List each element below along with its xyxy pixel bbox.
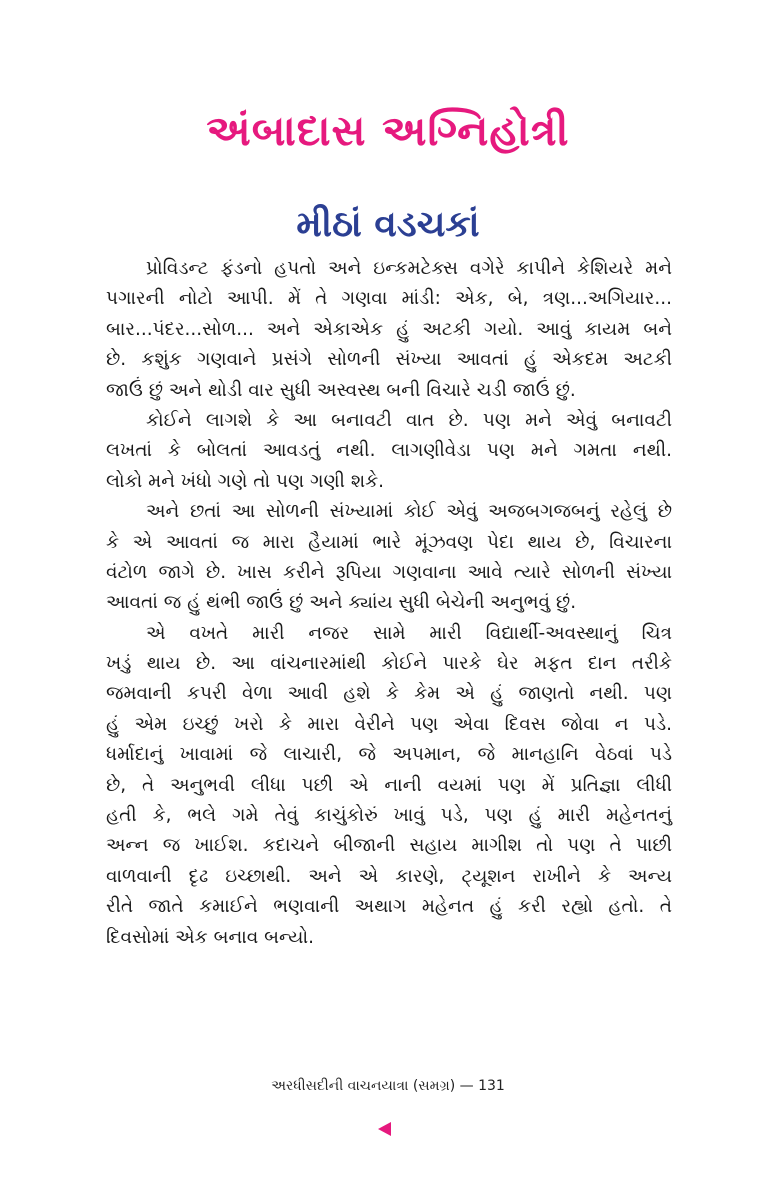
text-line: ખડું થાય છે. આ વાંચનારમાંથી કોઈને પારકે ઘેર મફત દાન તરીકે [106,653,672,675]
text-line: પ્રોવિડન્ટ ફંડનો હપતો અને ઇન્કમટેક્સ વગેરે કાપીને કેશિયરે મને [146,258,672,279]
author-name: અંબાદાસ અગ્નિહોત્રી [206,106,570,155]
paragraph-4 [106,619,672,953]
text-line: હું એમ ઇચ્છું ખરો કે મારા વેરીને પણ એવા દિવસ જોવા ન પડે. [106,713,672,735]
text-line: રીતે જાતે કમાઈને ભણવાની અથાગ મહેનત હું કરી રહ્યો હતો. તે [106,896,672,918]
text-line: છે. કશુંક ગણવાને પ્રસંગે સોળની સંખ્યા આવતાં હું એકદમ અટકી [106,349,672,371]
text-line: કોઈને લાગશે કે આ બનાવટી વાત છે. પણ મને એવું બનાવટી [146,409,672,431]
text-line: છે, તે અનુભવી લીધા પછી એ નાની વયમાં પણ મેં પ્રતિજ્ઞા લીધી [106,774,672,796]
text-line: ધર્માદાનું ખાવામાં જે લાચારી, જે અપમાન, જે માનહાનિ વેઠવાં પડે [106,744,672,766]
text-line: કે એ આવતાં જ મારા હૈયામાં ભારે મૂંઝવણ પેદા થાય છે, વિચારના [106,531,672,553]
text-line: દિવસોમાં એક બનાવ બન્યો. [106,926,314,948]
text-line: જાઉં છું અને થોડી વાર સુધી અસ્વસ્થ બની વિચારે ચડી જાઉં છું. [106,379,576,401]
paragraph-2 [106,406,672,497]
text-line: અન્ન જ ખાઈશ. કદાચને બીજાની સહાય માગીશ તો પણ તે પાછી [106,835,672,857]
text-line: આવતાં જ હું થંભી જાઉં છું અને ક્યાંય સુધી બેચેની અનુભવું છું. [106,592,577,614]
page-footer: અરધીસદીની વાચનયાત્રા (સમગ્ર) — 131 [271,1078,505,1094]
article-body [106,254,672,953]
paragraph-1 [106,254,672,406]
paragraph-3 [106,497,672,619]
text-line: હતી કે, ભલે ગમે તેવું કાચુંકોરું ખાવું પડે, પણ હું મારી મહેનતનું [106,805,672,827]
text-line: લખતાં કે બોલતાં આવડતું નથી. લાગણીવેડા પણ મને ગમતા નથી. [106,440,672,462]
triangle-left-icon[interactable] [378,1122,391,1136]
text-line: વંટોળ જાગે છે. ખાસ કરીને રૂપિયા ગણવાના આવે ત્યારે સોળની સંખ્યા [106,561,672,583]
text-line: બાર...પંદર...સોળ... અને એકાએક હું અટકી ગયો. આવું કાયમ બને [106,318,672,340]
text-line: વાળવાની દૃઢ ઇચ્છાથી. અને એ કારણે, ટ્યૂશન રાખીને કે અન્ય [106,865,672,887]
text-line: અને છતાં આ સોળની સંખ્યામાં કોઈ એવું અજબગજબનું રહેલું છે [146,501,672,523]
text-line: એ વખતે મારી નજર સામે મારી વિદ્યાર્થી-અવસ્થાનું ચિત્ર [146,622,672,644]
text-line: પગારની નોટો આપી. મેં તે ગણવા માંડી: એક, બે, ત્રણ...અગિયાર... [106,288,672,310]
text-line: લોકો મને ખંધો ગણે તો પણ ગણી શકે. [106,470,385,492]
chapter-title: મીઠાં વડચકાં [296,204,480,245]
text-line: જમવાની કપરી વેળા આવી હશે કે કેમ એ હું જાણતો નથી. પણ [106,683,672,705]
